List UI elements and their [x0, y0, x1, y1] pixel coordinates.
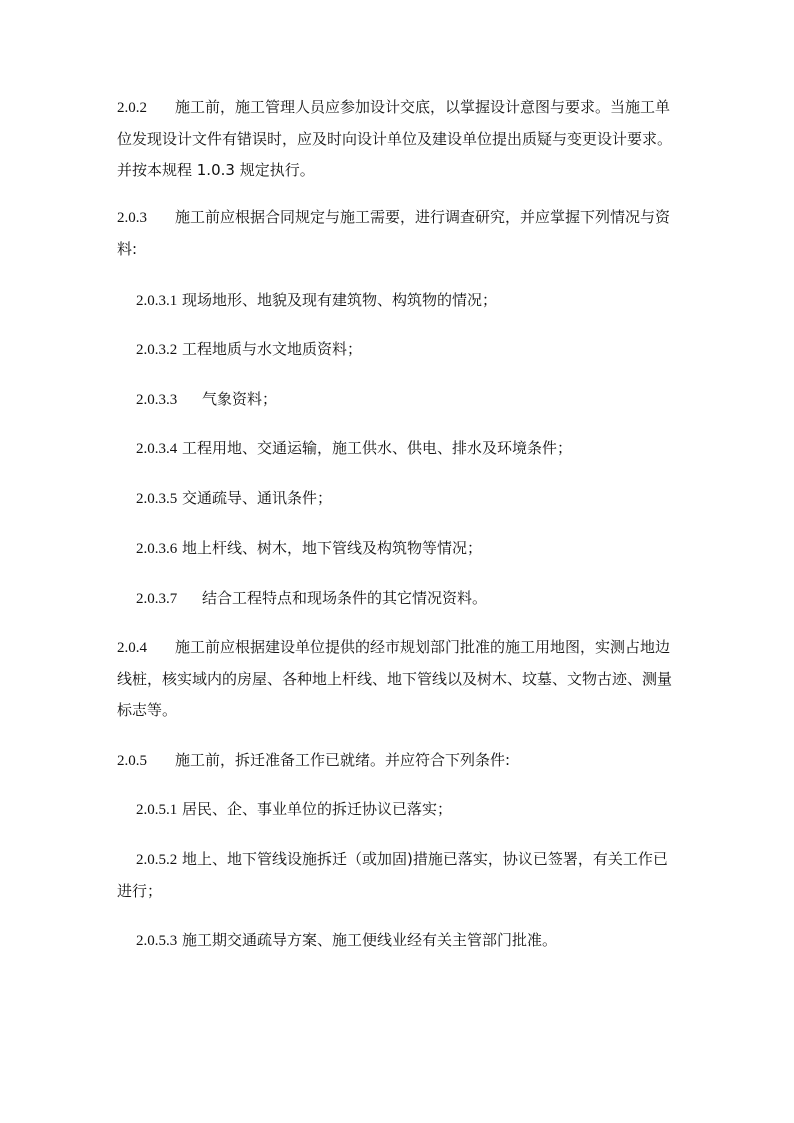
clause-2-0-3-7	[136, 583, 677, 615]
clause-number: 2.0.5.1	[136, 802, 178, 818]
clause-text: 施工前，施工管理人员应参加设计交底，以掌握设计意图与要求。当施工单位发现设计文件有错误时，应及时向设计单位及建设单位提出质疑与变更设计要求。并按本规程 1.0.3 规定执行。	[117, 98, 673, 179]
clause-number: 2.0.3.7	[136, 591, 178, 607]
clause-text: 工程地质与水文地质资料；	[182, 340, 363, 358]
clause-2-0-3-5	[136, 483, 677, 515]
clause-2-0-5-1	[136, 794, 677, 826]
clause-text: 交通疏导、通讯条件；	[182, 489, 333, 507]
clause-2-0-3-1	[136, 285, 677, 317]
clause-text: 地上、地下管线设施拆迁（或加固)措施已落实，协议已签署，有关工作已进行；	[117, 850, 668, 900]
clause-text: 施工前应根据合同规定与施工需要，进行调查研究，并应掌握下列情况与资料:	[117, 208, 671, 258]
clause-number: 2.0.3.6	[136, 541, 178, 557]
clause-number: 2.0.3.4	[136, 441, 178, 457]
clause-number: 2.0.3.3	[136, 392, 178, 408]
clause-text: 气象资料；	[202, 390, 278, 408]
clause-text: 施工期交通疏导方案、施工便线业经有关主管部门批准。	[182, 931, 558, 949]
clause-number: 2.0.3	[117, 210, 147, 226]
clause-number: 2.0.4	[117, 640, 147, 656]
clause-2-0-5-2	[117, 844, 677, 907]
clause-2-0-3	[117, 202, 677, 265]
clause-number: 2.0.3.5	[136, 491, 178, 507]
clause-2-0-5-3	[136, 925, 677, 957]
clause-text: 现场地形、地貌及现有建筑物、构筑物的情况；	[182, 291, 498, 309]
clause-2-0-2	[117, 92, 677, 186]
clause-number: 2.0.2	[117, 100, 147, 116]
clause-2-0-4	[117, 632, 677, 726]
clause-number: 2.0.5	[117, 753, 147, 769]
clause-text: 结合工程特点和现场条件的其它情况资料。	[202, 589, 488, 607]
clause-text: 施工前，拆迁准备工作已就绪。并应符合下列条件:	[175, 751, 511, 769]
clause-text: 工程用地、交通运输，施工供水、供电、排水及环境条件；	[182, 439, 573, 457]
clause-number: 2.0.3.1	[136, 293, 178, 309]
clause-text: 施工前应根据建设单位提供的经市规划部门批准的施工用地图，实测占地边线桩，核实域内的房屋、各种地上杆线、地下管线以及树木、坟墓、文物古迹、测量标志等。	[117, 638, 673, 719]
clause-2-0-3-3	[136, 384, 677, 416]
clause-number: 2.0.5.2	[136, 852, 178, 868]
clause-number: 2.0.5.3	[136, 933, 178, 949]
clause-2-0-5	[117, 745, 677, 777]
clause-text: 地上杆线、树木，地下管线及构筑物等情况；	[182, 539, 483, 557]
clause-number: 2.0.3.2	[136, 342, 178, 358]
clause-2-0-3-2	[136, 334, 677, 366]
clause-text: 居民、企、事业单位的拆迁协议已落实；	[182, 800, 453, 818]
clause-2-0-3-4	[136, 433, 677, 465]
clause-2-0-3-6	[136, 533, 677, 565]
